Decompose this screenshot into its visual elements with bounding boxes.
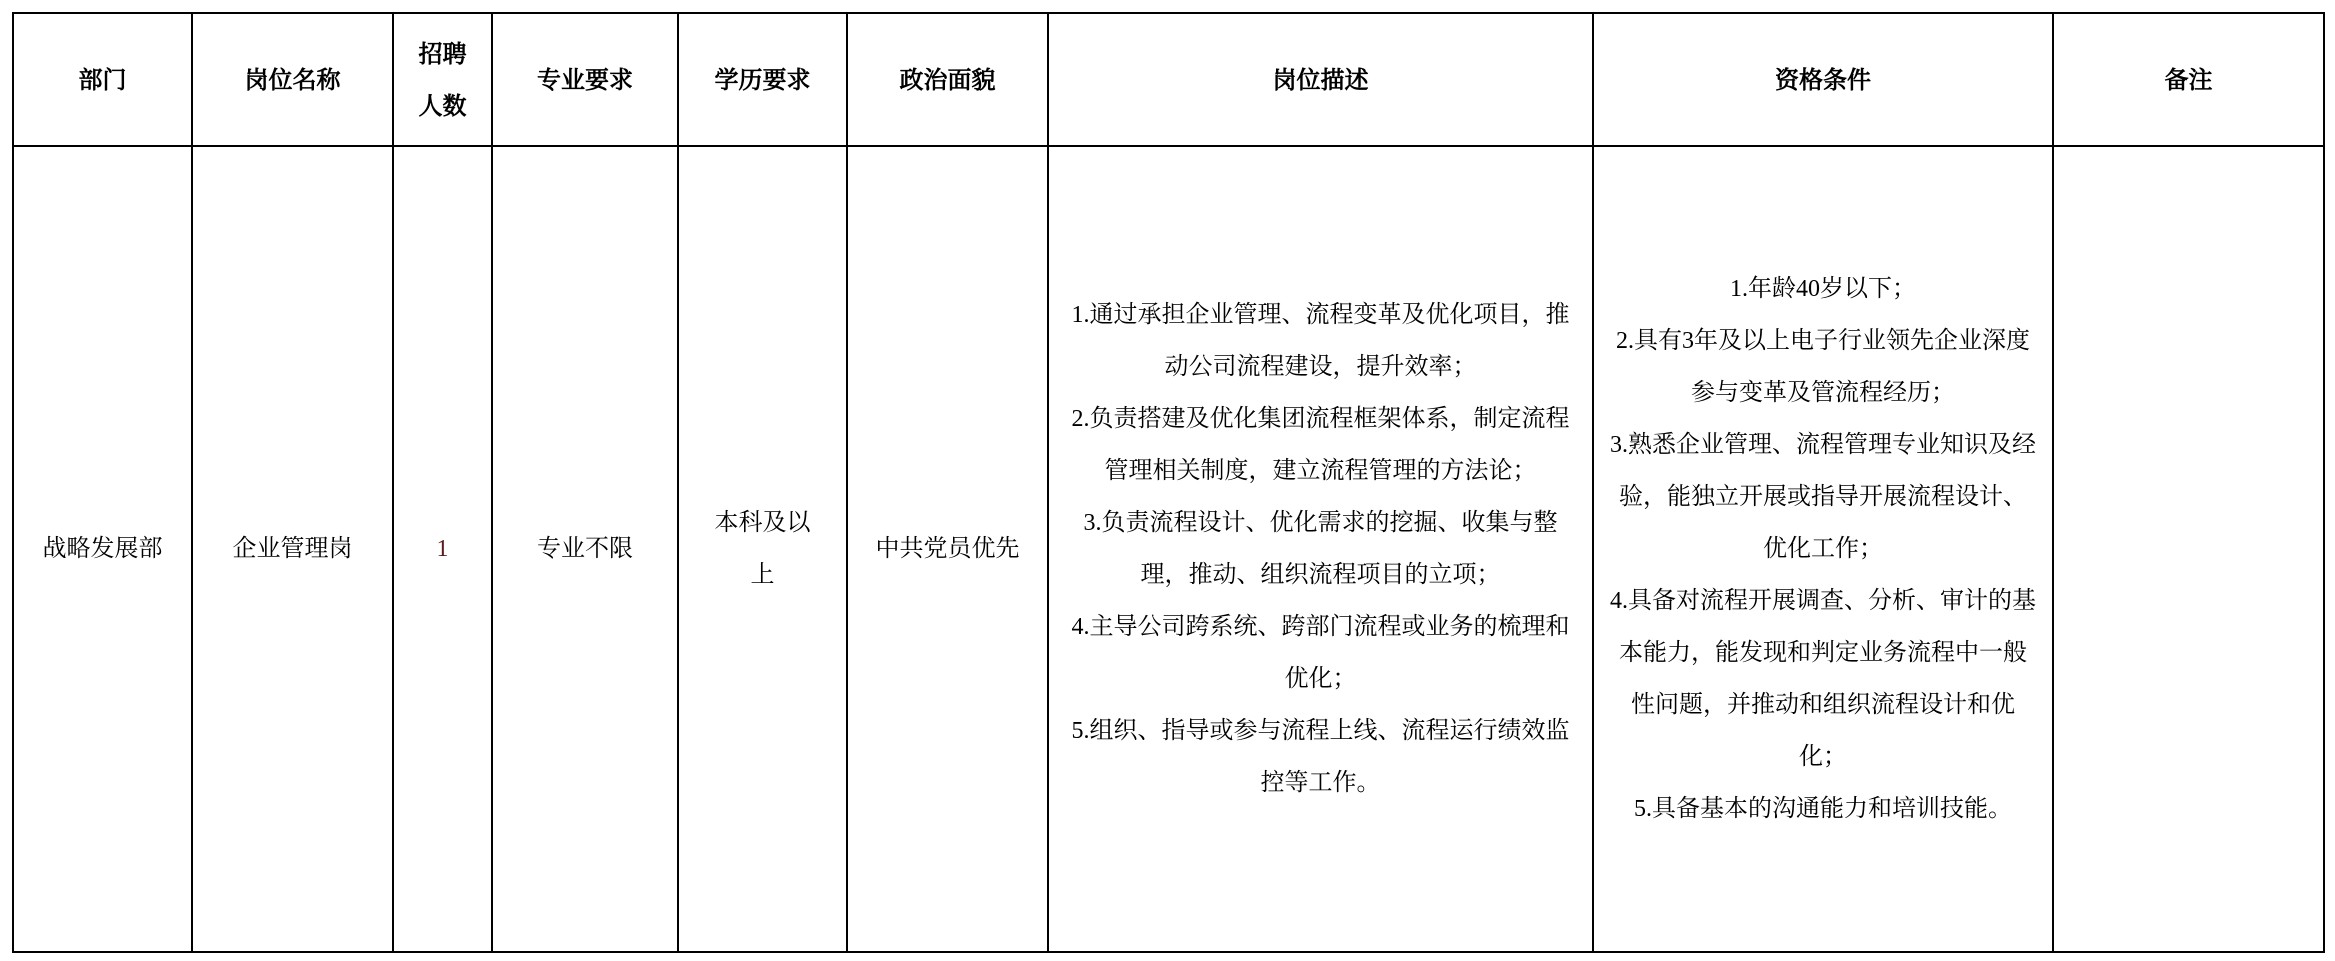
description-item: 1.通过承担企业管理、流程变革及优化项目，推动公司流程建设，提升效率； <box>1071 302 1570 380</box>
header-position: 岗位名称 <box>192 13 393 146</box>
header-department: 部门 <box>13 13 192 146</box>
description-item: 5.组织、指导或参与流程上线、流程运行绩效监控等工作。 <box>1071 718 1570 796</box>
cell-qualifications <box>1593 146 2053 952</box>
cell-department: 战略发展部 <box>13 146 192 952</box>
header-remarks: 备注 <box>2053 13 2324 146</box>
header-political-status: 政治面貌 <box>847 13 1048 146</box>
cell-major: 专业不限 <box>492 146 678 952</box>
cell-headcount: 1 <box>393 146 492 952</box>
qualification-item: 5.具备基本的沟通能力和培训技能。 <box>1634 796 2012 822</box>
header-description: 岗位描述 <box>1048 13 1593 146</box>
job-posting-table <box>12 12 2325 953</box>
header-major: 专业要求 <box>492 13 678 146</box>
cell-position: 企业管理岗 <box>192 146 393 952</box>
header-headcount <box>393 13 492 146</box>
header-headcount-label: 招聘人数 <box>418 39 467 120</box>
description-item: 3.负责流程设计、优化需求的挖掘、收集与整理，推动、组织流程项目的立项； <box>1083 510 1558 588</box>
header-qualifications: 资格条件 <box>1593 13 2053 146</box>
cell-remarks <box>2053 146 2324 952</box>
qualification-item: 4.具备对流程开展调查、分析、审计的基本能力，能发现和判定业务流程中一般性问题，并推动和组织流程设计和优化； <box>1610 588 2036 770</box>
table-row <box>13 146 2324 952</box>
qualification-item: 2.具有3年及以上电子行业领先企业深度参与变革及管流程经历； <box>1616 328 2030 406</box>
cell-political-status: 中共党员优先 <box>847 146 1048 952</box>
qualification-item: 1.年龄40岁以下； <box>1730 276 1916 302</box>
description-item: 2.负责搭建及优化集团流程框架体系，制定流程管理相关制度，建立流程管理的方法论； <box>1071 406 1570 484</box>
qualification-item: 3.熟悉企业管理、流程管理专业知识及经验，能独立开展或指导开展流程设计、优化工作； <box>1610 432 2036 562</box>
cell-education: 本科及以上 <box>678 146 847 952</box>
cell-description <box>1048 146 1593 952</box>
header-education: 学历要求 <box>678 13 847 146</box>
header-row <box>13 13 2324 146</box>
description-item: 4.主导公司跨系统、跨部门流程或业务的梳理和优化； <box>1071 614 1570 692</box>
